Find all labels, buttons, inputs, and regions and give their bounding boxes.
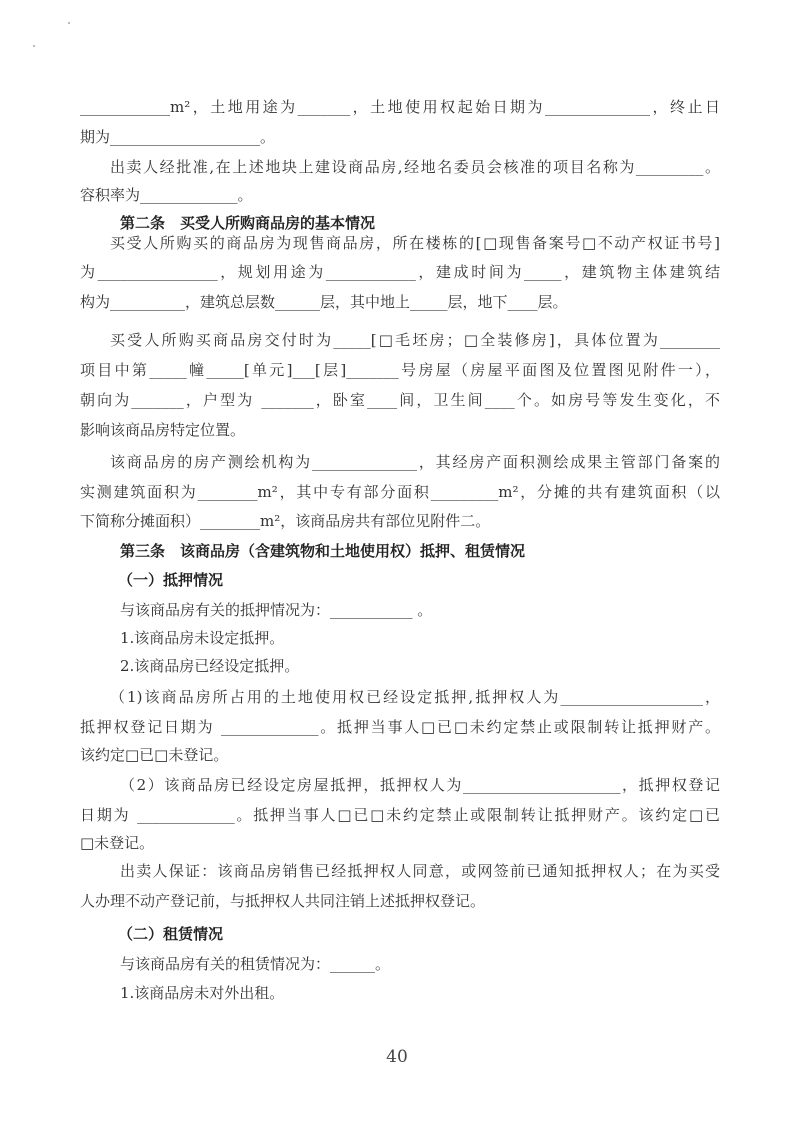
text-line: （1)该商品房所占用的土地使用权已经设定抵押,抵押权人为___________________，: [110, 688, 720, 706]
text-line: 与该商品房有关的租赁情况为：______。: [120, 955, 391, 973]
text-line: 出卖人经批准,在上述地块上建设商品房,经地名委员会核准的项目名称为_________。: [110, 158, 720, 176]
text-line: 日期为 _____________。抵押当事人□已□未约定禁止或限制转让抵押财产。该约定□已: [80, 806, 720, 824]
text-line: 容积率为_____________。: [80, 186, 253, 204]
text-line: 抵押权登记日期为 _____________。抵押当事人□已□未约定禁止或限制转让抵押财产。: [80, 718, 720, 736]
subsection-heading: （二）租赁情况: [118, 925, 224, 943]
text-line: 项目中第_____幢_____[单元]___[层]_______号房屋（房屋平面图及位置图见附件一），: [80, 361, 720, 379]
page-number: 40: [386, 1047, 408, 1067]
text-line: 影响该商品房特定位置。: [80, 421, 246, 439]
text-line: 期为____________________。: [80, 128, 276, 146]
text-line: 买受人所购买商品房交付时为_____[□毛坯房；□全装修房]，具体位置为________: [110, 331, 720, 349]
text-line: 1.该商品房未对外出租。: [120, 984, 285, 1002]
text-line: 为________________，规划用途为____________，建成时间为_____，建筑物主体建筑结: [80, 263, 720, 281]
text-line: 朝向为_______，户型为 _______，卧室____间，卫生间____个。如房号等发生变化，不: [80, 391, 720, 409]
section-heading: 第二条 买受人所购商品房的基本情况: [120, 214, 376, 232]
text-line: （2）该商品房已经设定房屋抵押，抵押权人为_____________________，抵押权登记: [120, 776, 720, 794]
text-line: 买受人所购买的商品房为现售商品房，所在楼栋的[□现售备案号□不动产权证书号]: [110, 234, 720, 252]
text-line: 与该商品房有关的抵押情况为：___________ 。: [120, 601, 433, 619]
subsection-heading: （一）抵押情况: [118, 571, 224, 589]
section-heading: 第三条 该商品房（含建筑物和土地使用权）抵押、租赁情况: [120, 542, 526, 560]
scan-speck: [33, 45, 35, 47]
text-line: 人办理不动产登记前，与抵押权人共同注销上述抵押权登记。: [80, 892, 486, 910]
text-line: 该商品房的房产测绘机构为______________，其经房产面积测绘成果主管部门备案的: [110, 453, 720, 471]
text-line: 实测建筑面积为________m²，其中专有部分面积_________m²，分摊的共有建筑面积（以: [80, 483, 720, 501]
text-line: ____________m²，土地用途为_______，土地使用权起始日期为______________，终止日: [80, 98, 720, 116]
text-line: 2.该商品房已经设定抵押。: [120, 657, 300, 675]
text-line: 构为__________，建筑总层数______层，其中地上_____层，地下____层。: [80, 293, 568, 311]
text-line: 出卖人保证：该商品房销售已经抵押权人同意，或网签前已通知抵押权人；在为买受: [120, 862, 720, 880]
text-line: 下简称分摊面积）________m²，该商品房共有部位见附件二。: [80, 512, 491, 530]
scan-speck: [68, 22, 70, 24]
text-line: □未登记。: [80, 834, 155, 852]
text-line: 该约定□已□未登记。: [80, 746, 229, 764]
text-line: 1.该商品房未设定抵押。: [120, 629, 285, 647]
